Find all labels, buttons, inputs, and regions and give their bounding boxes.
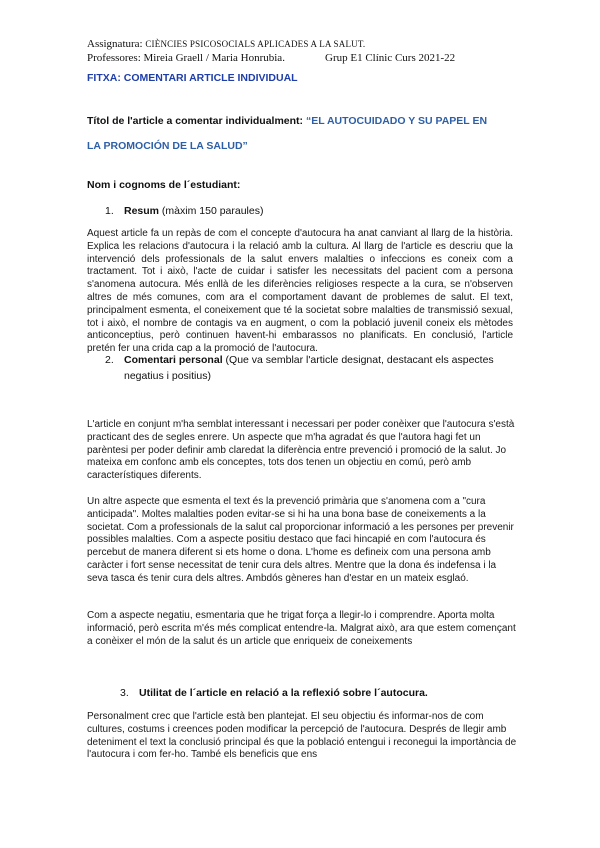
- comment-paragraph-1: L'article en conjunt m'ha semblat interessant i necessari per poder conèixer que l'autocura s'està practicant des de segles enrere. Un aspecte que m'ha agradat és que l'autora hagi fet un parèntesi per poder definir amb claredat la diferència entre prevenció i promoció de la salut. Jo mateixa em confonc amb els conceptes, tots dos tenen un objectiu en comú, però amb característiques diferents.: [87, 419, 515, 482]
- section-number: 3.: [120, 687, 129, 699]
- subject-line: [87, 38, 365, 51]
- section-heading-3: [120, 685, 428, 701]
- teachers-text: Professores: Mireia Graell / Maria Honrubia.: [87, 52, 285, 64]
- section-subtitle-cont: negatius i positius): [124, 370, 211, 382]
- article-title-value-1: “EL AUTOCUIDADO Y SU PAPEL EN: [305, 115, 488, 127]
- summary-paragraph: Aquest article fa un repàs de com el concepte d'autocura ha anat canviant al llarg de la història. Explica les relacions d'autocura i la relació amb la cultura. Al llarg de l'article es descriu que la intervenció dels professionals de la salut envers malalties o infeccions es coneix com a tractament. Tot i això, l'acte de cuidar i satisfer les necessitats del pacient com a persona s'anomena autocura. Més enllà de les diferències religioses respecte a la cura, se n'observen altres de més comunes, com ara el comportament davant de problemes de salut. El text, principalment esmenta, el coneixement que té la societat sobre malalties de transmissió sexual, tot i això, el nombre de contagis va en augment, o com la població juvenil coneix els mètodes anticonceptius, però continuen havent-hi embarassos no planificats. En conclusió, l'article pretén fer una crida cap a la promoció de l'autocura.: [87, 228, 513, 355]
- usefulness-paragraph: Personalment crec que l'article està ben plantejat. El seu objectiu és informar-nos de com cultures, costums i creences poden modificar la percepció de l'autocura. Després de llegir amb deteniment el text la conclusió principal és que la població entengui i reconegui la importància de l'autocura i com fer-ho. També els beneficis que ens: [87, 711, 517, 761]
- subject-value: CIÈNCIES PSICOSOCIALS APLICADES A LA SALUT.: [145, 39, 366, 49]
- section-heading-1: [105, 203, 264, 219]
- section-number: 2.: [105, 354, 114, 366]
- section-subtitle: (màxim 150 paraules): [159, 205, 264, 217]
- section-heading-2: [105, 352, 524, 384]
- comment-paragraph-2: Un altre aspecte que esmenta el text és la prevenció primària que s'anomena com a "cura anticipada". Moltes malalties poden evitar-se si hi ha una bona base de coneixements a la societat. Com a professionals de la salut cal proporcionar informació a les persones per prevenir possibles malalties. Com a aspecte positiu destaco que faci hincapié en com l'autocura és percebut de manera diferent si ets home o dona. L'home es defineix com una persona amb caràcter i fort sense necessitat de tenir cura dels altres. Mentre que la dona és indefensa i la seva tasca és tenir cura dels altres. Ambdós gèneres han d'estar en un mateix esglaó.: [87, 496, 514, 584]
- section-title: Resum: [124, 205, 160, 217]
- subject-label: Assignatura:: [87, 38, 146, 50]
- form-title: FITXA: COMENTARI ARTICLE INDIVIDUAL: [87, 72, 298, 84]
- section-number: 1.: [105, 205, 114, 217]
- article-title-line2: [87, 140, 248, 152]
- student-name-label: Nom i cognoms de l´estudiant:: [87, 179, 241, 191]
- article-title-line1: [87, 115, 487, 127]
- teachers-line: [87, 52, 456, 65]
- section-title: Utilitat de l´article en relació a la reflexió sobre l´autocura.: [139, 687, 428, 699]
- section-title: Comentari personal: [124, 354, 223, 366]
- section-subtitle: (Que va semblar l'article designat, destacant els aspectes: [222, 354, 494, 366]
- article-title-label: Títol de l'article a comentar individualment:: [87, 115, 306, 127]
- group-text: Grup E1 Clínic Curs 2021-22: [325, 52, 456, 64]
- article-title-value-2: LA PROMOCIÓN DE LA SALUD”: [87, 140, 248, 152]
- comment-paragraph-3: Com a aspecte negatiu, esmentaria que he trigat força a llegir-lo i comprendre. Aporta molta informació, però escrita m'és més complicat entendre-la. Malgrat això, ara que estem començant a conèixer el món de la salut és un article que enriqueix de coneixements: [87, 610, 516, 647]
